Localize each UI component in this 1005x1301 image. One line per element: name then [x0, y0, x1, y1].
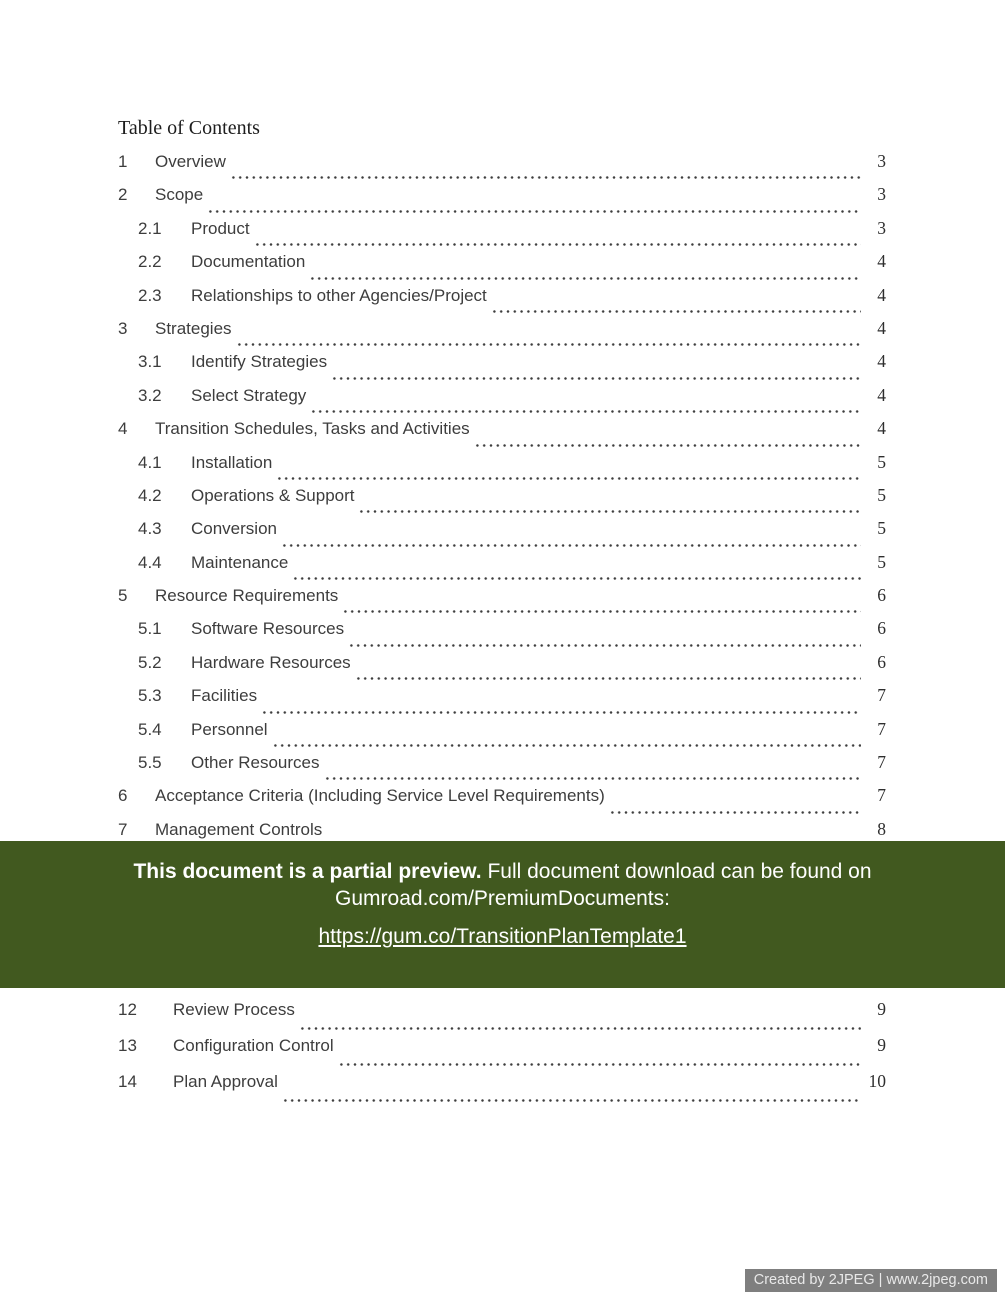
dot-leader	[609, 810, 861, 815]
toc-entry-title: Installation	[191, 452, 273, 472]
toc-entry-page: 5	[877, 518, 886, 539]
dot-leader	[309, 276, 861, 281]
dot-leader	[276, 476, 861, 481]
toc-entry	[118, 752, 886, 785]
toc-entry	[118, 452, 886, 485]
dot-leader	[342, 609, 861, 614]
toc-entry-title: Review Process	[173, 1000, 295, 1019]
toc-entry	[118, 351, 886, 384]
toc-entry	[118, 999, 886, 1035]
toc-entry-number: 2.3	[138, 285, 162, 305]
toc-title: Table of Contents	[118, 117, 260, 139]
toc-entry-page: 7	[877, 785, 886, 806]
toc-entry-page: 6	[877, 585, 886, 606]
toc-entry-page: 3	[877, 217, 886, 238]
toc-entry-title: Select Strategy	[191, 385, 307, 405]
preview-banner	[0, 841, 1005, 988]
toc-entry-page: 5	[877, 551, 886, 572]
dot-leader	[474, 443, 861, 448]
dot-leader	[207, 209, 861, 214]
toc-list-bottom	[118, 999, 886, 1107]
toc-entry-page: 6	[877, 651, 886, 672]
toc-entry-number: 5.3	[138, 686, 162, 706]
toc-entry	[118, 151, 886, 184]
toc-entry-title: Facilities	[191, 686, 258, 706]
dot-leader	[272, 743, 861, 748]
toc-entry	[118, 652, 886, 685]
toc-entry-number: 13	[118, 1036, 137, 1055]
toc-entry-page: 4	[877, 351, 886, 372]
toc-entry-number: 5.1	[138, 619, 162, 639]
toc-entry-page: 10	[868, 1071, 886, 1091]
banner-line-2: Gumroad.com/PremiumDocuments:	[335, 887, 670, 910]
toc-entry-page: 4	[877, 418, 886, 439]
toc-entry-number: 5	[118, 586, 128, 606]
toc-entry-number: 6	[118, 786, 128, 806]
dot-leader	[261, 710, 861, 715]
toc-entry-title: Transition Schedules, Tasks and Activities	[155, 419, 470, 439]
toc-entry-number: 5.2	[138, 652, 162, 672]
toc-entry-title: Personnel	[191, 719, 268, 739]
toc-entry	[118, 518, 886, 551]
dot-leader	[281, 543, 861, 548]
toc-entry-number: 4.4	[138, 552, 162, 572]
toc-entry	[118, 385, 886, 418]
toc-entry-number: 4.2	[138, 485, 162, 505]
toc-entry-page: 9	[877, 1035, 886, 1055]
toc-entry	[118, 285, 886, 318]
dot-leader	[236, 342, 861, 347]
toc-entry-title: Hardware Resources	[191, 652, 351, 672]
toc-list	[118, 151, 886, 852]
toc-entry-title: Acceptance Criteria (Including Service Level Requirements)	[155, 786, 605, 806]
toc-entry	[118, 1071, 886, 1107]
toc-entry-number: 2.2	[138, 252, 162, 272]
dot-leader	[331, 376, 861, 381]
toc-entry	[118, 485, 886, 518]
toc-entry-number: 12	[118, 1000, 137, 1019]
toc-entry-title: Software Resources	[191, 619, 345, 639]
toc-entry-number: 14	[118, 1072, 137, 1091]
dot-leader	[491, 309, 861, 314]
watermark: Created by 2JPEG | www.2jpeg.com	[745, 1269, 997, 1292]
toc-entry	[118, 318, 886, 351]
toc-entry	[118, 785, 886, 818]
toc-entry-number: 4.3	[138, 519, 162, 539]
toc-entry-title: Plan Approval	[173, 1072, 278, 1091]
banner-regular-text: Full document download can be found on	[481, 860, 872, 883]
toc-entry-page: 6	[877, 618, 886, 639]
toc-entry-number: 4	[118, 419, 128, 439]
toc-entry-page: 9	[877, 999, 886, 1019]
dot-leader	[358, 509, 861, 514]
dot-leader	[282, 1098, 861, 1103]
toc-entry	[118, 552, 886, 585]
dot-leader	[324, 776, 862, 781]
toc-entry	[118, 418, 886, 451]
toc-entry-page: 7	[877, 685, 886, 706]
toc-entry	[118, 1035, 886, 1071]
toc-entry	[118, 184, 886, 217]
banner-line-1	[0, 858, 1005, 885]
toc-entry-title: Conversion	[191, 519, 277, 539]
dot-leader	[310, 409, 861, 414]
toc-entry-title: Product	[191, 218, 250, 238]
toc-entry	[118, 618, 886, 651]
toc-entry-page: 7	[877, 752, 886, 773]
dot-leader	[254, 242, 861, 247]
dot-leader	[299, 1026, 861, 1031]
toc-entry-title: Strategies	[155, 318, 232, 338]
toc-entry-title: Management Controls	[155, 819, 323, 839]
toc-entry-title: Scope	[155, 185, 204, 205]
toc-entry-page: 4	[877, 284, 886, 305]
gumroad-link[interactable]: https://gum.co/TransitionPlanTemplate1	[318, 925, 687, 948]
toc-entry-title: Relationships to other Agencies/Project	[191, 285, 487, 305]
toc-entry-title: Documentation	[191, 252, 306, 272]
toc-entry-number: 5.5	[138, 753, 162, 773]
banner-link-line	[0, 923, 1005, 950]
toc-entry-number: 2	[118, 185, 128, 205]
toc-entry-number: 4.1	[138, 452, 162, 472]
toc-entry-number: 3.1	[138, 352, 162, 372]
toc-entry-title: Maintenance	[191, 552, 289, 572]
dot-leader	[338, 1062, 861, 1067]
toc-entry	[118, 251, 886, 284]
dot-leader	[230, 175, 861, 180]
toc-entry-title: Resource Requirements	[155, 586, 339, 606]
dot-leader	[292, 576, 861, 581]
toc-entry-page: 3	[877, 184, 886, 205]
toc-entry-page: 4	[877, 384, 886, 405]
toc-entry-number: 1	[118, 152, 128, 171]
toc-entry	[118, 585, 886, 618]
toc-entry-page: 5	[877, 451, 886, 472]
dot-leader	[348, 643, 861, 648]
toc-entry-page: 3	[877, 151, 886, 171]
toc-entry-number: 2.1	[138, 218, 162, 238]
dot-leader	[355, 676, 861, 681]
toc-entry	[118, 218, 886, 251]
toc-entry-title: Other Resources	[191, 753, 320, 773]
toc-entry-number: 7	[118, 819, 128, 839]
toc-entry-page: 7	[877, 718, 886, 739]
toc-entry-page: 5	[877, 484, 886, 505]
toc-entry	[118, 685, 886, 718]
toc-entry-title: Identify Strategies	[191, 352, 328, 372]
toc-entry-page: 4	[877, 317, 886, 338]
toc-entry-number: 3	[118, 318, 128, 338]
toc-entry-page: 8	[877, 818, 886, 839]
toc-entry-number: 3.2	[138, 385, 162, 405]
toc-entry	[118, 719, 886, 752]
toc-entry-title: Configuration Control	[173, 1036, 334, 1055]
toc-entry-title: Overview	[155, 152, 226, 171]
toc-entry-number: 5.4	[138, 719, 162, 739]
toc-entry-page: 4	[877, 251, 886, 272]
banner-bold-text: This document is a partial preview.	[133, 860, 482, 883]
toc-entry-title: Operations & Support	[191, 485, 355, 505]
